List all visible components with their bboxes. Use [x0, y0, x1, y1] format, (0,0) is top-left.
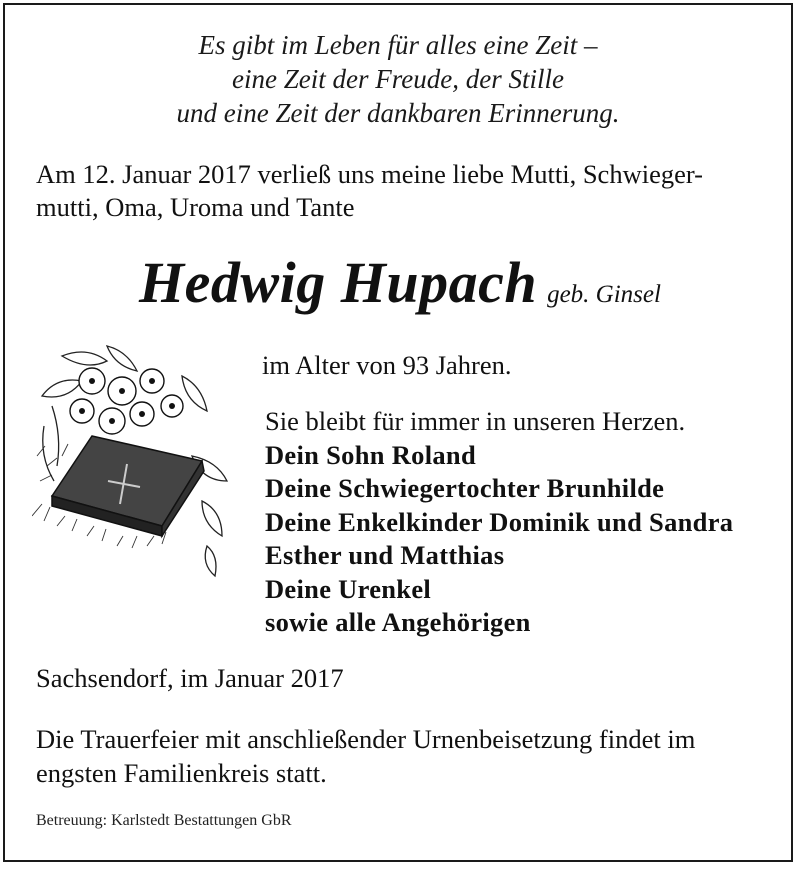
mourners-lead: Sie bleibt für immer in unseren Herzen. [265, 406, 686, 436]
mourner-name: Deine Schwiegertochter Brunhilde [265, 473, 665, 503]
age-text: im Alter von 93 Jahren. [262, 350, 512, 380]
mourner-name: Deine Urenkel [265, 573, 432, 604]
undertaker-credit: Betreuung: Karlstedt Bestattungen GbR [36, 812, 292, 829]
service-line: Die Trauerfeier mit anschließender Urnenbeisetzung findet im [36, 724, 696, 754]
announcement-line: mutti, Oma, Uroma und Tante [36, 192, 355, 222]
motto-line: eine Zeit der Freude, der Stille [232, 64, 564, 94]
deceased-name: Hedwig Hupach [139, 250, 538, 315]
mourner-name: Deine Enkelkinder Dominik und Sandra [265, 506, 734, 537]
announcement-line: Am 12. Januar 2017 verließ uns meine liebe Mutti, Schwieger- [36, 159, 703, 189]
mourner-name: sowie alle Angehörigen [265, 607, 531, 637]
motto-verse [0, 28, 796, 130]
mourner-name: Esther und Matthias [265, 540, 505, 570]
motto-line: und eine Zeit der dankbaren Erinnerung. [176, 98, 620, 128]
motto-line: Es gibt im Leben für alles eine Zeit – [198, 30, 598, 60]
service-line: engsten Familienkreis statt. [36, 758, 327, 788]
mourner-name: Dein Sohn Roland [265, 439, 476, 470]
mourners-block [265, 405, 733, 640]
birth-name: geb. Ginsel [547, 281, 661, 308]
deceased-name-line [0, 248, 800, 318]
place-date: Sachsendorf, im Januar 2017 [36, 663, 344, 693]
announcement-text [36, 158, 776, 224]
bible-with-flowers-icon [32, 336, 250, 586]
service-text [36, 722, 776, 790]
